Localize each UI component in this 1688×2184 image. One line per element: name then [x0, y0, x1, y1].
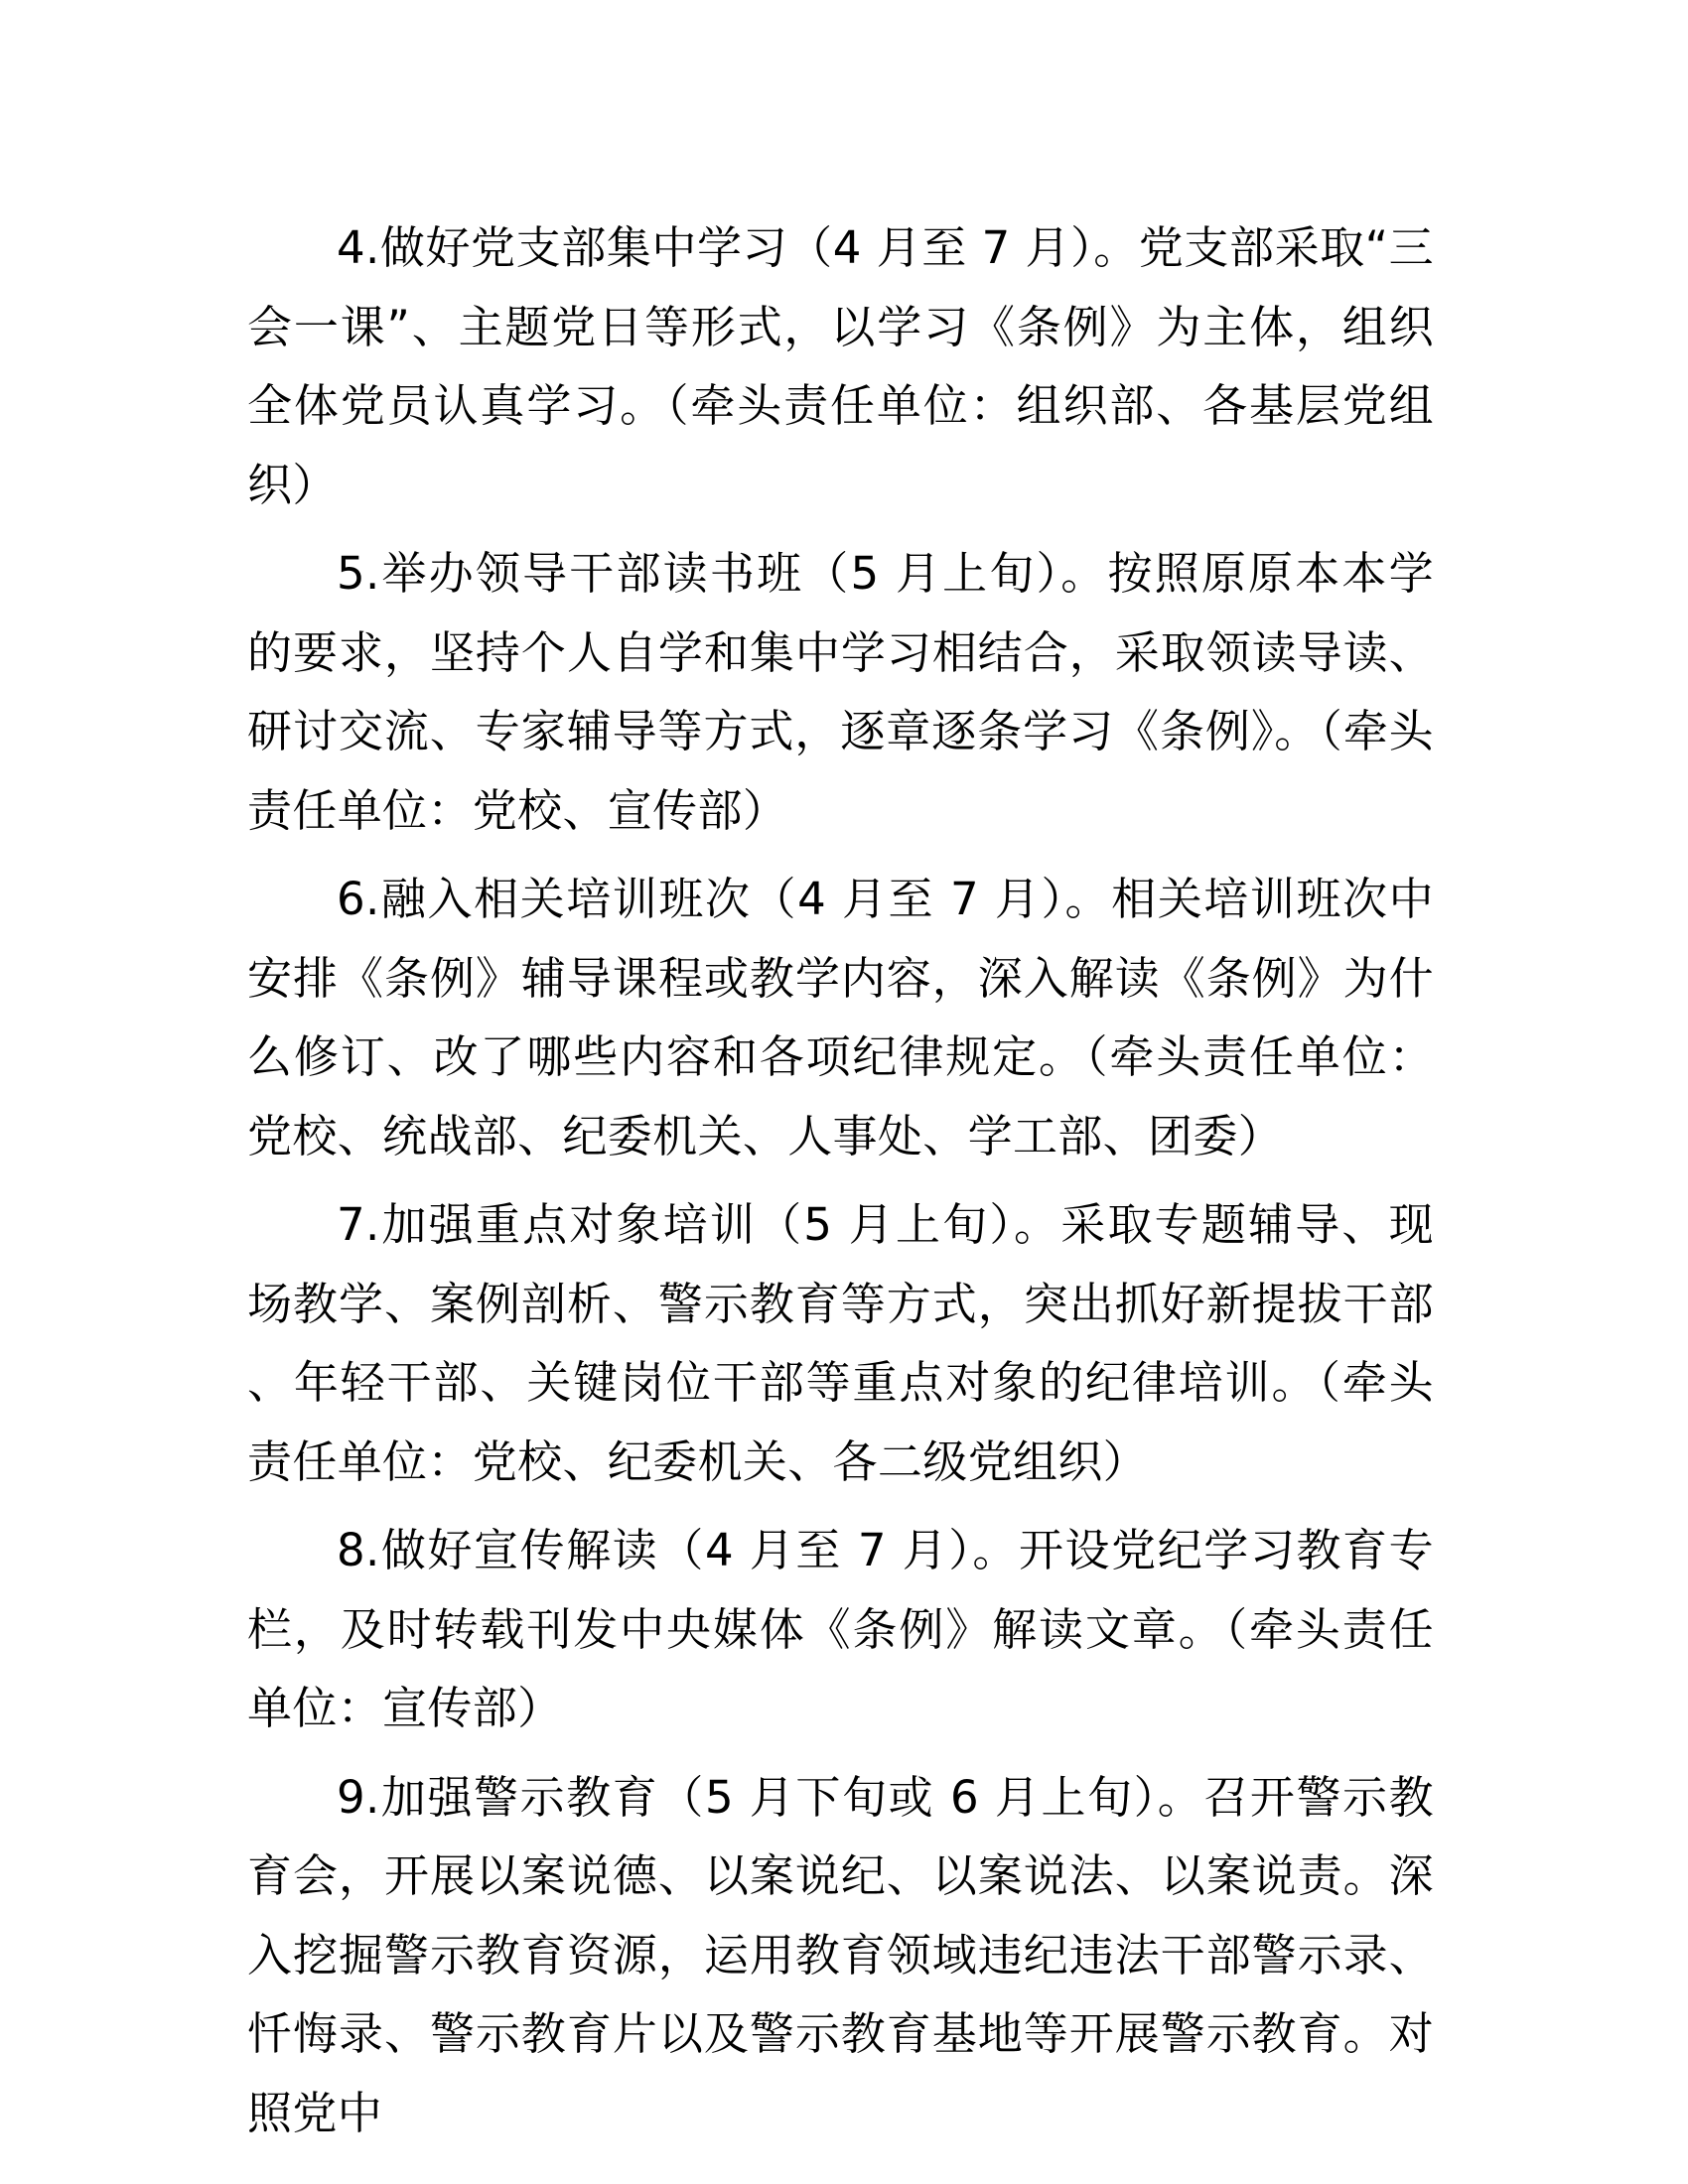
document-body	[247, 208, 1434, 2162]
paragraph-item-5: 5.举办领导干部读书班（5 月上旬）。按照原原本本学的要求，坚持个人自学和集中学习相结合，采取领读导读、研讨交流、专家辅导等方式，逐章逐条学习《条例》。（牵头责任单位：党校、宣传部）	[247, 547, 1434, 837]
paragraph-item-9: 9.加强警示教育（5 月下旬或 6 月上旬）。召开警示教育会，开展以案说德、以案说纪、以案说法、以案说责。深入挖掘警示教育资源，运用教育领域违纪违法干部警示录、忏悔录、警示教育片以及警示教育基地等开展警示教育。对照党中	[247, 1770, 1434, 2139]
paragraph-item-6: 6.融入相关培训班次（4 月至 7 月）。相关培训班次中安排《条例》辅导课程或教学内容，深入解读《条例》为什么修订、改了哪些内容和各项纪律规定。（牵头责任单位：党校、统战部、纪委机关、人事处、学工部、团委）	[247, 873, 1434, 1162]
paragraph-item-8: 8.做好宣传解读（4 月至 7 月）。开设党纪学习教育专栏，及时转载刊发中央媒体《条例》解读文章。（牵头责任单位：宣传部）	[247, 1524, 1434, 1734]
paragraph-item-7: 7.加强重点对象培训（5 月上旬）。采取专题辅导、现场教学、案例剖析、警示教育等方式，突出抓好新提拔干部、年轻干部、关键岗位干部等重点对象的纪律培训。（牵头责任单位：党校、纪委机关、各二级党组织）	[247, 1198, 1434, 1488]
paragraph-item-4: 4.做好党支部集中学习（4 月至 7 月）。党支部采取“三会一课”、主题党日等形式，以学习《条例》为主体，组织全体党员认真学习。（牵头责任单位：组织部、各基层党组织）	[247, 221, 1434, 511]
